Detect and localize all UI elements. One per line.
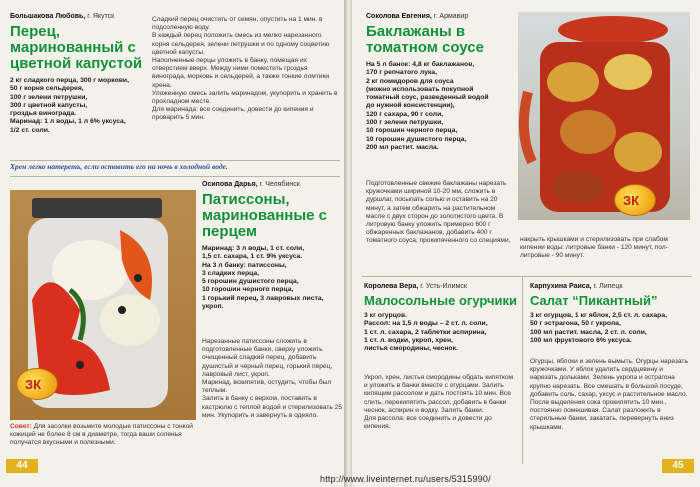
recipe-ingredients: 2 кг сладкого перца, 300 г моркови, 50 г корня сельдерея, 100 г зелени петрушки, 300 г цветной капусты, гроздья винограда. Маринад: 1 л воды, 1 л 6% уксуса, 1/2 ст. соли. bbox=[10, 77, 129, 134]
recipe-pattypan-card bbox=[202, 180, 342, 330]
tip-text: Для засолки возьмите молодые патиссоны с тонкой кожицей не более 8 см в диаметре, тогда ваши соленья получатся вкусными и полезными. bbox=[10, 423, 193, 447]
right-page bbox=[352, 0, 700, 487]
author-city: г. Якутск bbox=[87, 13, 115, 20]
recipe-ingredients: Маринад: 3 л воды, 1 ст. соли, 1,5 ст. сахара, 1 ст. 9% уксуса. На 3 л банку: патиссоны, 3 сладких перца, 5 горошин душистого перца, 10 горошин черного перца, 1 горький перец, 3 лавровых листа, укроп. bbox=[202, 245, 324, 311]
author-city: г. Усть-Илимск bbox=[420, 283, 467, 290]
eggplant-jar-photo bbox=[518, 12, 690, 220]
recipe-author bbox=[364, 282, 518, 291]
recipe-author bbox=[530, 282, 692, 291]
watermark-url: http://www.liveinternet.ru/users/5315990/ bbox=[320, 474, 491, 484]
recipe-cucumbers-card bbox=[364, 282, 518, 372]
badge-label: ЗК bbox=[623, 193, 640, 208]
recipe-pepper-card bbox=[10, 12, 146, 160]
recipe-title: Салат “Пикантный” bbox=[530, 293, 658, 308]
recipe-salad-card bbox=[530, 282, 692, 354]
recipe-author bbox=[366, 12, 516, 21]
recipe-steps: Огурцы, яблоки и зелень вымыть. Огурцы нарезать кружочками. У яблок удалить сердцевину и нарезать дольками. Зелень укропа и эстрагона крупно нарезать. Все смешать в большой посуде, добавить соль, сахар, уксус и растительное масло. После выделения сока прокипятить 10 мин., постоянно помешивая. Салат разложить в стерильные банки, закатать, перевернуть вниз крышками. bbox=[530, 358, 688, 431]
recipe-ingredients: 3 кг огурцов, 1 кг яблок, 2,5 ст. л. сахара, 50 г эстрагона, 50 г укропа, 100 мл растит. масла, 2 ст. л. соли, 100 мл фруктового 6% уксуса. bbox=[530, 312, 667, 344]
recipe-title: Баклажаны в томатном соусе bbox=[366, 23, 484, 56]
divider bbox=[10, 160, 340, 161]
magazine-badge-icon bbox=[614, 184, 656, 216]
recipe-steps: Подготовленные свежие баклажаны нарезать кружочками шириной 10-20 мм, сложить в дуршлаг, посыпать солью и оставить на 20 минут, а затем обжарить на растительном масле с двух сторон до золотистого цвета. В литровую банку уложить примерно 600 г обжаренных баклажанов, добавить 400 г томатного соуса, прокипяченного со специями, bbox=[366, 180, 511, 245]
author-name: Карпухина Раиса, bbox=[530, 283, 592, 290]
recipe-title: Малосольные огурчики bbox=[364, 293, 518, 308]
tip-box bbox=[10, 423, 200, 459]
recipe-steps: Сладкий перец очистить от семян, опустить на 1 мин. в подсоленную воду. В каждый перец положить смесь из мелко нарезанного корня сельдерея, зелени петрушки и по одному соцветию цветной капусты. Наполненные перцы уложить в банку, помещая их отверстием вверх. Между ними поместить гроздья винограда, морковь и сельдерей, а также тонкие ломтики хрена. Уложенную смесь залить маринадом, укупорить и хранить в прохладном месте. Для маринада: все соединить, довести до кипения и проварить 5 мин. bbox=[152, 16, 338, 122]
author-city: г. Липецк bbox=[593, 283, 623, 290]
recipe-author bbox=[10, 12, 146, 21]
recipe-steps: Укроп, хрен, листья смородины обдать кипятком и уложить в банки вместе с огурцами. Залить кипящим рассолом и дать постоять 10 мин. Все слить, перекипятить рассол, добавить в банки чеснок, аспирин и водку. Залить банки. Для рассола: все соединить и довести до кипения. bbox=[364, 374, 514, 431]
tip-label: Совет: bbox=[10, 423, 32, 430]
recipe-author bbox=[202, 180, 342, 189]
author-name: Соколова Евгения, bbox=[366, 13, 432, 20]
author-name: Осипова Дарья, bbox=[202, 181, 258, 188]
author-name: Королева Вера, bbox=[364, 283, 419, 290]
recipe-title: Патиссоны, маринованные с перцем bbox=[202, 191, 327, 240]
hint-text: Хрен легко натереть, если оставить его на ночь в холодной воде. bbox=[10, 162, 228, 171]
page-number: 44 bbox=[6, 459, 38, 473]
magazine-badge-icon bbox=[16, 368, 58, 400]
jar-illustration bbox=[518, 12, 690, 220]
recipe-eggplant-card bbox=[366, 12, 516, 178]
divider bbox=[362, 276, 692, 277]
author-name: Большакова Любовь, bbox=[10, 13, 86, 20]
column-divider bbox=[522, 276, 523, 464]
recipe-ingredients: На 5 л банок: 4,8 кг баклажанов, 170 г репчатого лука, 2 кг помидоров для соуса (можно использовать покупной томатный соус, разведенный водой до нужной консистенции), 120 г сахара, 90 г соли, 100 г зелени петрушки, 10 горошин черного перца, 10 горошин душистого перца, 200 мл растит. масла. bbox=[366, 61, 489, 151]
author-city: г. Армавир bbox=[433, 13, 469, 20]
recipe-ingredients: 3 кг огурцов. Рассол: на 1,5 л воды – 2 ст. л. соли, 1 ст. л. сахара, 2 таблетки аспирина, 1 ст. л. водки, укроп, хрен, листья смородины, чеснок. bbox=[364, 312, 488, 353]
author-city: г. Челябинск bbox=[259, 181, 300, 188]
page-number: 45 bbox=[662, 459, 694, 473]
divider bbox=[10, 176, 340, 177]
badge-label: ЗК bbox=[25, 377, 42, 392]
recipe-title: Перец, маринованный с цветной капустой bbox=[10, 23, 143, 72]
left-page bbox=[0, 0, 346, 487]
recipe-steps: Нарезанные патиссоны сложить в подготовленные банки, сверху уложить очищенный сладкий перец, добавить душистый и черный перец, горький перец, лавровый лист, укроп. Маринад, вскипятив, остудить, чтобы был теплым. Залить в банку с верхом, поставить в кастрюлю с теплой водой и стерилизовать 25 мин. Укупорить и завернуть в одеяло. bbox=[202, 338, 342, 419]
recipe-steps-continued: накрыть крышками и стерилизовать при слабом кипении воды: литровые банки - 120 минут, пол-литровые - 90 минут. bbox=[520, 236, 668, 260]
